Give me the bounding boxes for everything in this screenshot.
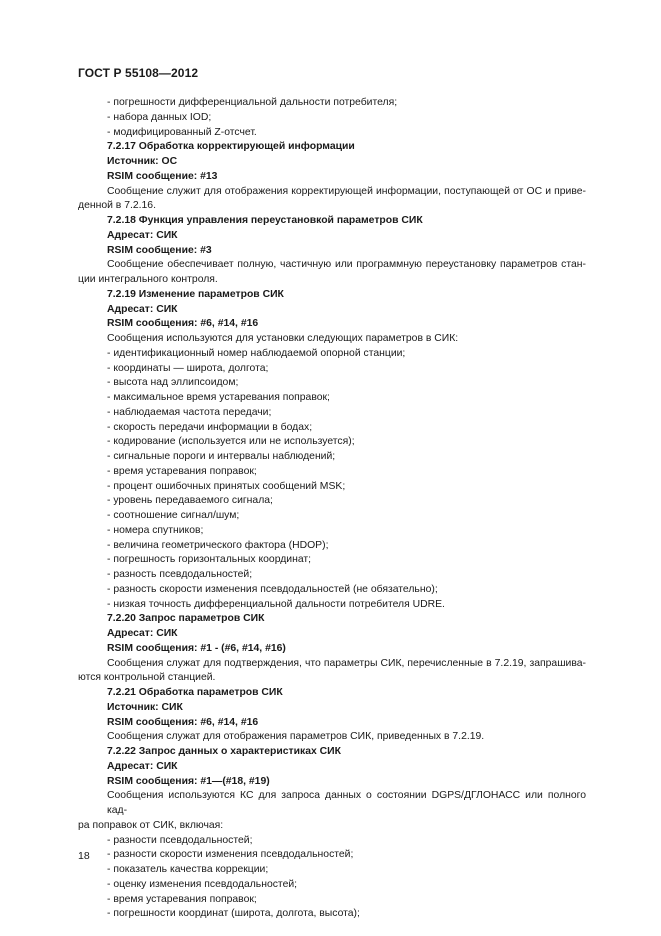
text-line: - процент ошибочных принятых сообщений MSK; [107, 480, 346, 492]
text-line: - сигнальные пороги и интервалы наблюдений; [107, 451, 336, 462]
text-line: - погрешности дифференциальной дальности потребителя; [107, 97, 398, 108]
section-heading-line: 7.2.22 Запрос данных о характеристиках СИК [107, 746, 341, 757]
section-heading-line: Источник: СИК [107, 701, 183, 713]
text-line: - низкая точность дифференциальной дальности потребителя UDRE. [107, 598, 445, 610]
text-line: - набора данных IOD; [107, 111, 212, 123]
text-line: - идентификационный номер наблюдаемой опорной станции; [107, 347, 406, 359]
section-heading-line: Адресат: СИК [107, 229, 178, 241]
section-heading-line: Адресат: СИК [107, 760, 178, 772]
text-line: Сообщения используются для установки следующих параметров в СИК: [107, 333, 459, 344]
text-line: - координаты — широта, долгота; [107, 362, 269, 374]
text-line: - время устаревания поправок; [107, 893, 257, 905]
section-heading-line: 7.2.19 Изменение параметров СИК [107, 288, 284, 300]
text-line: - скорость передачи информации в бодах; [107, 421, 313, 433]
section-heading-line: Источник: ОС [107, 156, 178, 167]
text-line: - разности скорости изменения псевдодальностей; [107, 849, 354, 861]
text-line: Сообщения служат для подтверждения, что параметры СИК, перечисленные в 7.2.19, запрашива- [107, 657, 586, 669]
text-line: денной в 7.2.16. [78, 200, 156, 212]
section-heading-line: RSIM сообщения: #1—(#18, #19) [107, 775, 270, 787]
text-line: - номера спутников; [107, 524, 204, 536]
text-line: ра поправок от СИК, включая: [78, 819, 224, 831]
section-heading-line: Адресат: СИК [107, 303, 178, 315]
text-line: - уровень передаваемого сигнала; [107, 495, 273, 507]
text-line: Сообщения служат для отображения параметров СИК, приведенных в 7.2.19. [107, 731, 485, 743]
text-line: - разности псевдодальностей; [107, 834, 253, 846]
section-heading-line: RSIM сообщения: #6, #14, #16 [107, 716, 259, 728]
text-line: ции интегрального контроля. [78, 274, 218, 285]
section-heading-line: RSIM сообщения: #6, #14, #16 [107, 318, 259, 330]
text-line: Сообщения используются КС для запроса данных о состоянии DGPS/ДГЛОНАСС или полного кад- [107, 790, 586, 816]
document-body [78, 96, 586, 922]
text-line: - разность скорости изменения псевдодальностей (не обязательно); [107, 583, 438, 595]
section-heading-line: RSIM сообщение: #3 [107, 244, 212, 256]
section-heading-line: 7.2.18 Функция управления переустановкой параметров СИК [107, 215, 423, 226]
section-heading-line: RSIM сообщения: #1 - (#6, #14, #16) [107, 642, 286, 654]
page-header-title: ГОСТ Р 55108—2012 [78, 66, 199, 80]
section-heading-line: 7.2.17 Обработка корректирующей информации [107, 141, 355, 153]
text-line: - погрешность горизонтальных координат; [107, 554, 312, 566]
section-heading-line: 7.2.21 Обработка параметров СИК [107, 687, 283, 698]
section-heading-line: Адресат: СИК [107, 628, 178, 639]
text-line: - время устаревания поправок; [107, 465, 257, 477]
text-line: - погрешности координат (широта, долгота, высота); [107, 908, 360, 920]
section-heading-line: RSIM сообщение: #13 [107, 170, 218, 182]
text-line: ются контрольной станцией. [78, 672, 216, 684]
text-line: - модифицированный Z-отсчет. [107, 126, 257, 138]
text-line: - величина геометрического фактора (HDOP); [107, 539, 329, 551]
page-number: 18 [78, 850, 90, 862]
text-line: - разность псевдодальностей; [107, 569, 253, 580]
text-line: - высота над эллипсоидом; [107, 377, 239, 389]
text-line: - максимальное время устаревания поправок; [107, 392, 330, 403]
text-line: Сообщение служит для отображения корректирующей информации, поступающей от ОС и приве- [107, 185, 586, 197]
text-line: - соотношение сигнал/шум; [107, 510, 240, 521]
text-line: - оценку изменения псевдодальностей; [107, 878, 298, 890]
section-heading-line: 7.2.20 Запрос параметров СИК [107, 613, 265, 625]
text-line: - кодирование (используется или не используется); [107, 436, 355, 448]
text-line: Сообщение обеспечивает полную, частичную или программную переустановку параметров стан- [107, 259, 586, 271]
text-line: - показатель качества коррекции; [107, 864, 269, 875]
text-line: - наблюдаемая частота передачи; [107, 406, 272, 418]
